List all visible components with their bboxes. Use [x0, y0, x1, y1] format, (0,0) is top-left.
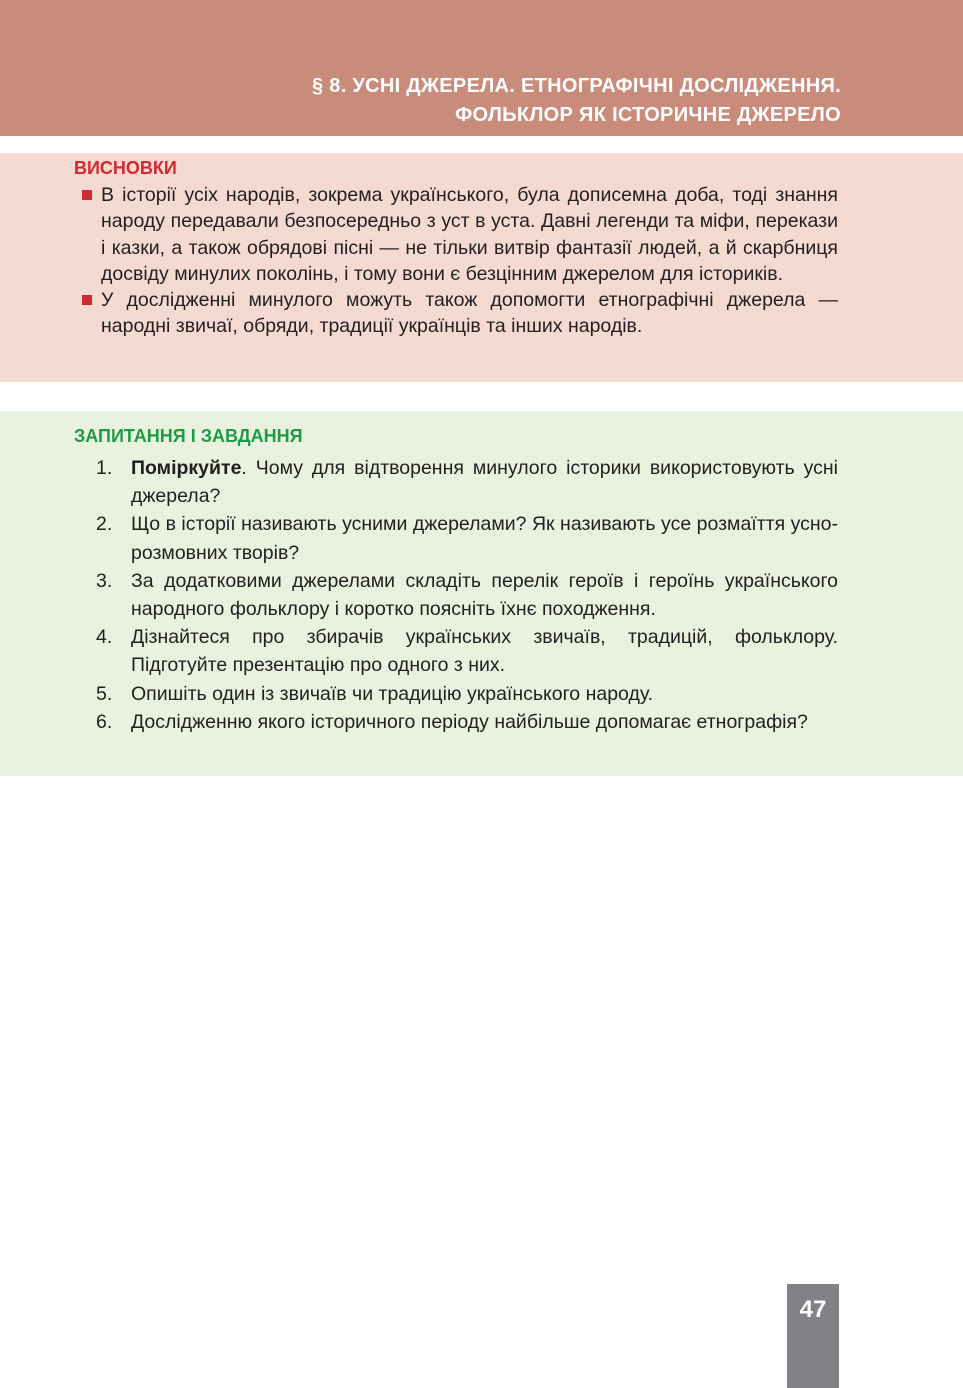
question-item [96, 680, 838, 708]
question-item [96, 510, 838, 566]
question-text: Опишіть один із звичаїв чи традицію українського народу. [131, 682, 654, 705]
chapter-title-line-1: § 8. УСНІ ДЖЕРЕЛА. ЕТНОГРАФІЧНІ ДОСЛІДЖЕННЯ. [312, 75, 841, 97]
question-number: 2. [96, 513, 113, 536]
questions-list [96, 454, 838, 736]
conclusions-list [80, 182, 838, 340]
square-bullet-icon [82, 190, 92, 200]
page-number: 47 [799, 1296, 827, 1323]
question-item [96, 454, 838, 510]
question-text: За додатковими джерелами складіть перелік героїв і героїнь українського народного фольклору і коротко поясніть їхнє походження. [131, 569, 838, 621]
question-number: 3. [96, 569, 113, 592]
conclusions-heading: ВИСНОВКИ [74, 158, 177, 178]
chapter-title [312, 72, 841, 130]
conclusion-text: В історії усіх народів, зокрема українського, була дописемна доба, тоді знання народу передавали безпосередньо з уст в уста. Давні легенди та міфи, перекази і казки, а також обрядові пісні — не тільки витвір фантазії людей, а й скарбниця досвіду минулих поколінь, і тому вони є безцінним джерелом для істориків. [101, 184, 838, 285]
conclusion-item [80, 287, 838, 340]
chapter-title-line-2: ФОЛЬКЛОР ЯК ІСТОРИЧНЕ ДЖЕРЕЛО [455, 104, 841, 126]
question-item [96, 623, 838, 679]
question-text: . Чому для відтворення минулого історики використовують усні джерела? [131, 457, 838, 508]
question-item [96, 708, 838, 736]
question-text: Дослідженню якого історичного періоду найбільше допомагає етнографія? [131, 710, 808, 733]
question-number: 4. [96, 626, 113, 649]
question-number: 6. [96, 710, 113, 733]
conclusion-text: У дослідженні минулого можуть також допомогти етнографічні джерела — народні звичаї, обряди, традиції українців та інших народів. [101, 289, 838, 338]
question-item [96, 567, 838, 623]
question-number: 1. [96, 457, 113, 479]
question-keyword: Поміркуйте [131, 457, 242, 479]
questions-heading: ЗАПИТАННЯ І ЗАВДАННЯ [74, 426, 303, 446]
question-number: 5. [96, 682, 113, 705]
square-bullet-icon [82, 295, 92, 305]
conclusion-item [80, 182, 838, 287]
question-text: Дізнайтеся про збирачів українських звичаїв, традицій, фольклору. Підготуйте презентацію про одного з них. [131, 626, 838, 677]
question-text: Що в історії називають усними джерелами? Як називають усе розмаїття усно-розмовних творів? [131, 513, 838, 564]
